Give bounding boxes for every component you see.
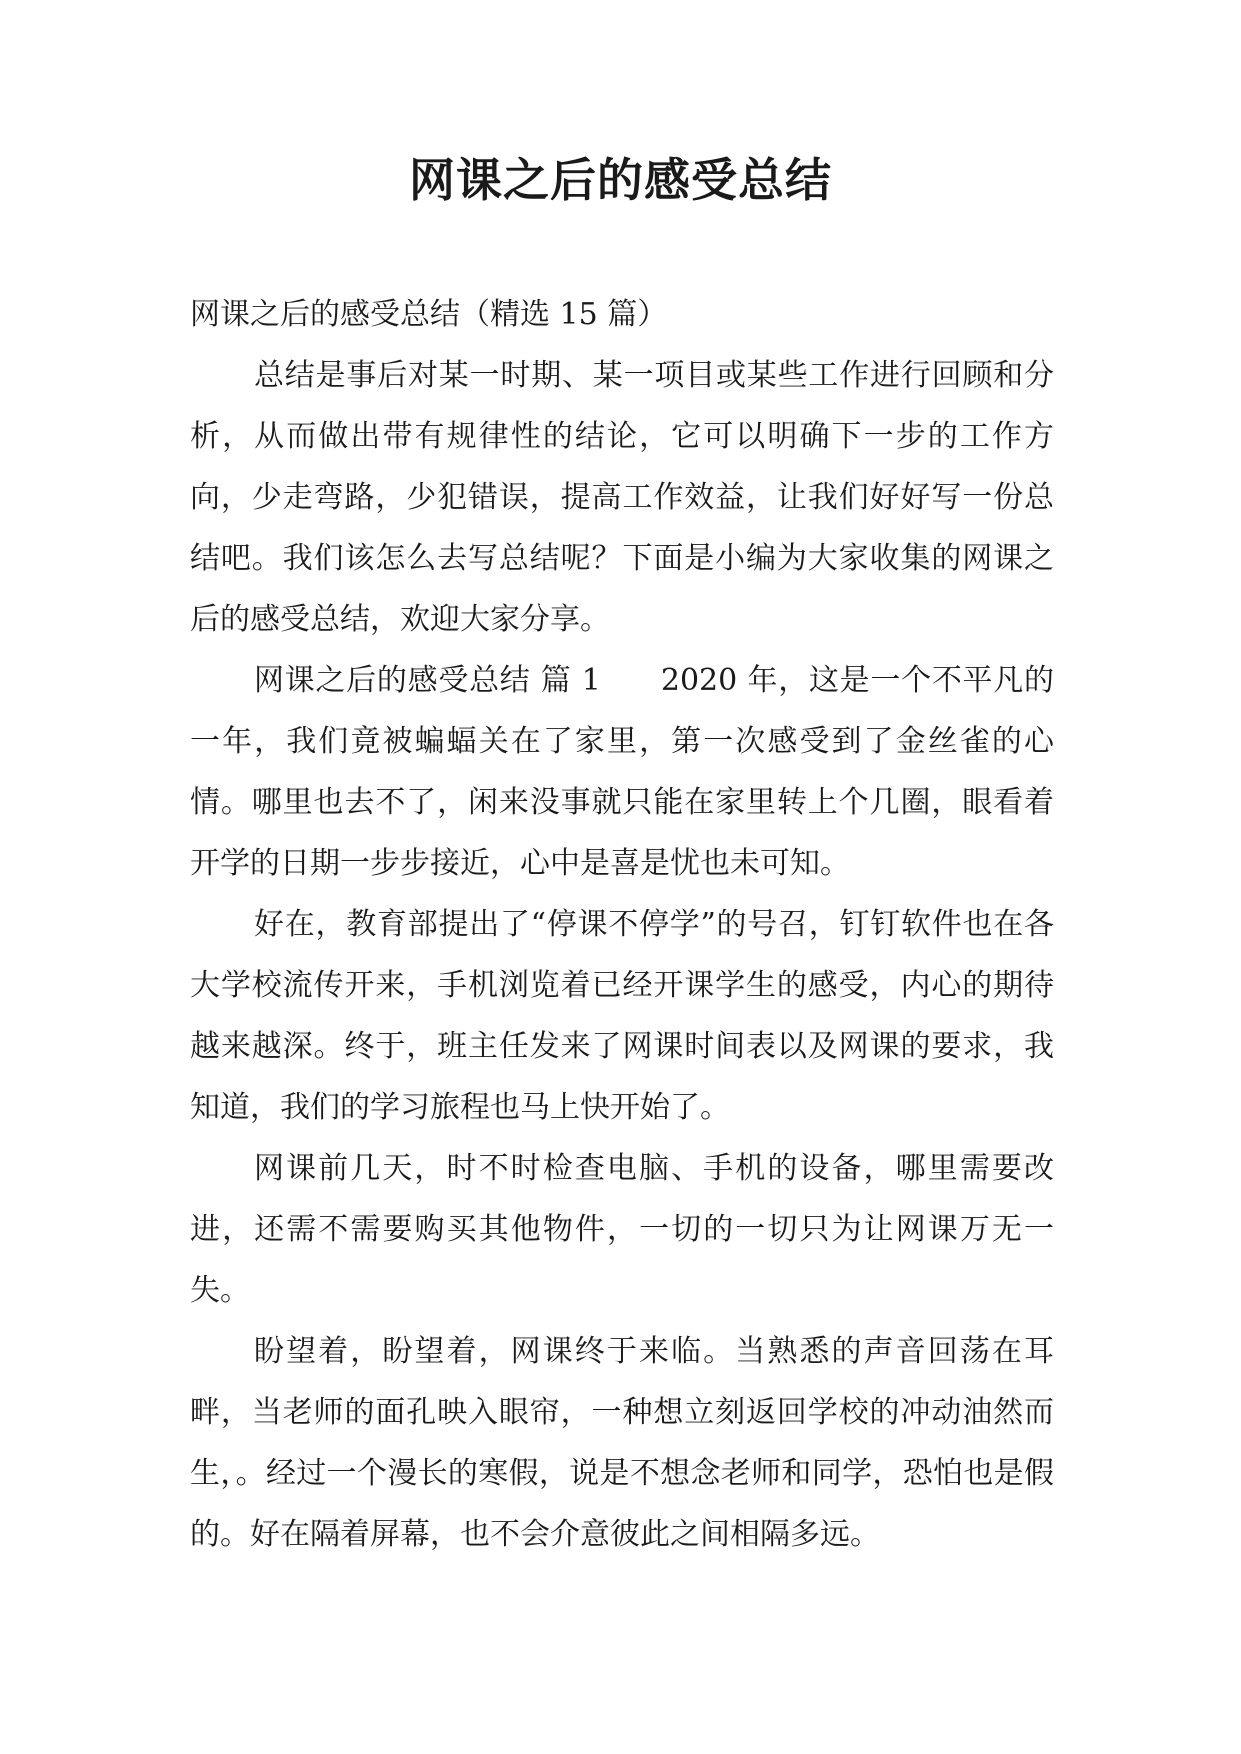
section-heading: 网课之后的感受总结 篇 1: [254, 663, 601, 698]
body-paragraph-4: 盼望着，盼望着，网课终于来临。当熟悉的声音回荡在耳畔，当老师的面孔映入眼帘，一种想立刻返回学校的冲动油然而生，。经过一个漫长的寒假，说是不想念老师和同学，恐怕也是假的。好在隔着屏幕，也不会介意彼此之间相隔多远。: [190, 1334, 1054, 1552]
document-subtitle: 网课之后的感受总结（精选 15 篇）: [190, 297, 668, 332]
section-1-paragraph: [190, 650, 1054, 894]
document-body: [190, 284, 1054, 1565]
body-paragraph-1: 2020 年，这是一个不平凡的一年，我们竟被蝙蝠关在了家里，第一次感受到了金丝雀的心情。哪里也去不了，闲来没事就只能在家里转上个几圈，眼看着开学的日期一步步接近，心中是喜是忧也未可知。: [190, 663, 1054, 881]
intro-paragraph: 总结是事后对某一时期、某一项目或某些工作进行回顾和分析，从而做出带有规律性的结论，它可以明确下一步的工作方向，少走弯路，少犯错误，提高工作效益，让我们好好写一份总结吧。我们该怎么去写总结呢？下面是小编为大家收集的网课之后的感受总结，欢迎大家分享。: [190, 358, 1054, 637]
body-paragraph-3: 网课前几天，时不时检查电脑、手机的设备，哪里需要改进，还需不需要购买其他物件，一切的一切只为让网课万无一失。: [190, 1151, 1054, 1308]
document-title: 网课之后的感受总结: [409, 153, 832, 207]
body-paragraph-2: 好在，教育部提出了“停课不停学”的号召，钉钉软件也在各大学校流传开来，手机浏览着已经开课学生的感受，内心的期待越来越深。终于，班主任发来了网课时间表以及网课的要求，我知道，我们的学习旅程也马上快开始了。: [190, 907, 1054, 1125]
